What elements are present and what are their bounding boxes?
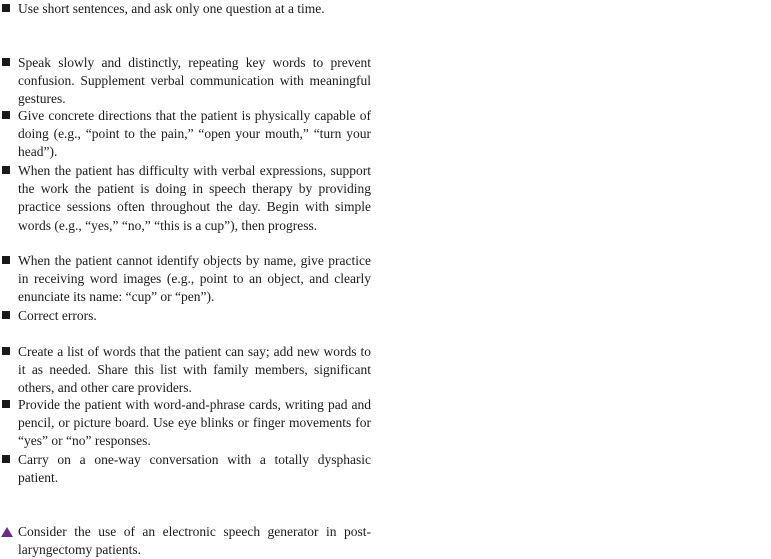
intervention-text: Speak slowly and distinctly, repeating key words to prevent confusion. Supplement verbal communication with meaningful gestures.: [18, 55, 371, 107]
intervention-text: Consider the use of an electronic speech generator in post-laryngectomy patients.: [18, 524, 371, 558]
square-bullet-icon: [1, 343, 13, 361]
square-bullet-icon: [1, 107, 13, 125]
square-bullet-icon: [1, 396, 13, 414]
square-bullet-icon: [1, 252, 13, 270]
intervention-text: Carry on a one-way conversation with a totally dysphasic patient.: [18, 452, 371, 486]
intervention-text: Create a list of words that the patient can say; add new words to it as needed. Share this list with family members, significant others, and other care providers.: [18, 344, 371, 396]
intervention-text: When the patient has difficulty with verbal expressions, support the work the patient is doing in speech therapy by providing practice sessions often throughout the day. Begin with simple words (e.g., “yes,” “no,” “this is a cup”), then progress.: [18, 163, 371, 233]
intervention-text: Use short sentences, and ask only one question at a time.: [18, 1, 325, 16]
square-bullet-icon: [1, 307, 13, 325]
intervention-text: Give concrete directions that the patient is physically capable of doing (e.g., “point to the pain,” “open your mouth,” “turn your head”).: [18, 108, 371, 160]
triangle-bullet-icon: [1, 523, 13, 541]
intervention-text: Correct errors.: [18, 308, 97, 323]
intervention-text: When the patient cannot identify objects by name, give practice in receiving word images (e.g., point to an object, and clearly enunciate its name: “cup” or “pen”).: [18, 253, 371, 305]
square-bullet-icon: [1, 54, 13, 72]
intervention-text: Provide the patient with word-and-phrase cards, writing pad and pencil, or picture board. Use eye blinks or finger movements for “yes” or “no” responses.: [18, 397, 371, 449]
square-bullet-icon: [1, 0, 13, 18]
square-bullet-icon: [1, 451, 13, 469]
square-bullet-icon: [1, 162, 13, 180]
